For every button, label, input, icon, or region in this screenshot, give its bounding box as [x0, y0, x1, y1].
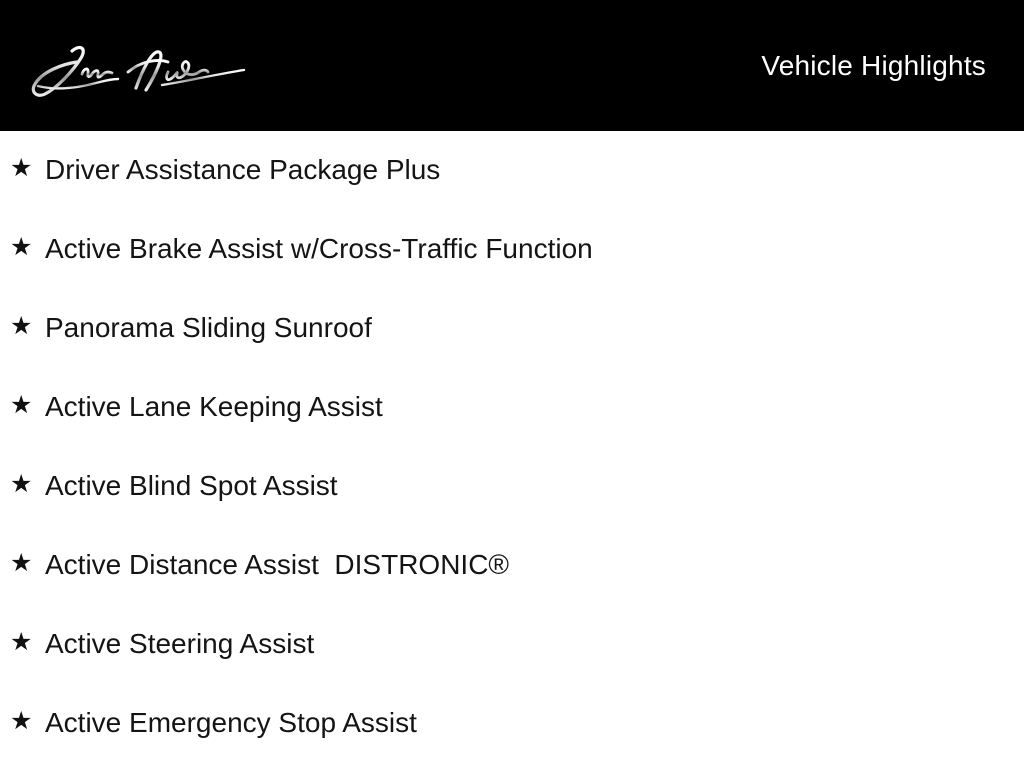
star-bullet-icon: ★	[10, 628, 33, 656]
list-item	[0, 210, 1024, 289]
highlight-label: Panorama Sliding Sunroof	[45, 312, 372, 344]
highlight-label: Active Blind Spot Assist	[45, 470, 338, 502]
highlight-label: Driver Assistance Package Plus	[45, 154, 441, 186]
list-item	[0, 447, 1024, 526]
star-bullet-icon: ★	[10, 391, 33, 419]
jim-hudson-signature-logo	[16, 40, 246, 104]
highlights-list	[0, 131, 1024, 763]
highlight-label: Active Lane Keeping Assist	[45, 391, 383, 423]
list-item	[0, 605, 1024, 684]
star-bullet-icon: ★	[10, 707, 33, 735]
highlight-label: Active Emergency Stop Assist	[45, 707, 417, 739]
star-bullet-icon: ★	[10, 470, 33, 498]
header-bar	[0, 0, 1024, 131]
star-bullet-icon: ★	[10, 233, 33, 261]
highlight-label: Active Steering Assist	[45, 628, 315, 660]
star-bullet-icon: ★	[10, 154, 33, 182]
list-item	[0, 368, 1024, 447]
list-item	[0, 526, 1024, 605]
highlight-label: Active Brake Assist w/Cross-Traffic Function	[45, 233, 593, 265]
list-item	[0, 131, 1024, 210]
list-item	[0, 289, 1024, 368]
page-title: Vehicle Highlights	[761, 49, 986, 81]
star-bullet-icon: ★	[10, 312, 33, 340]
star-bullet-icon: ★	[10, 549, 33, 577]
highlight-label: Active Distance Assist DISTRONIC®	[45, 549, 510, 581]
list-item	[0, 684, 1024, 763]
